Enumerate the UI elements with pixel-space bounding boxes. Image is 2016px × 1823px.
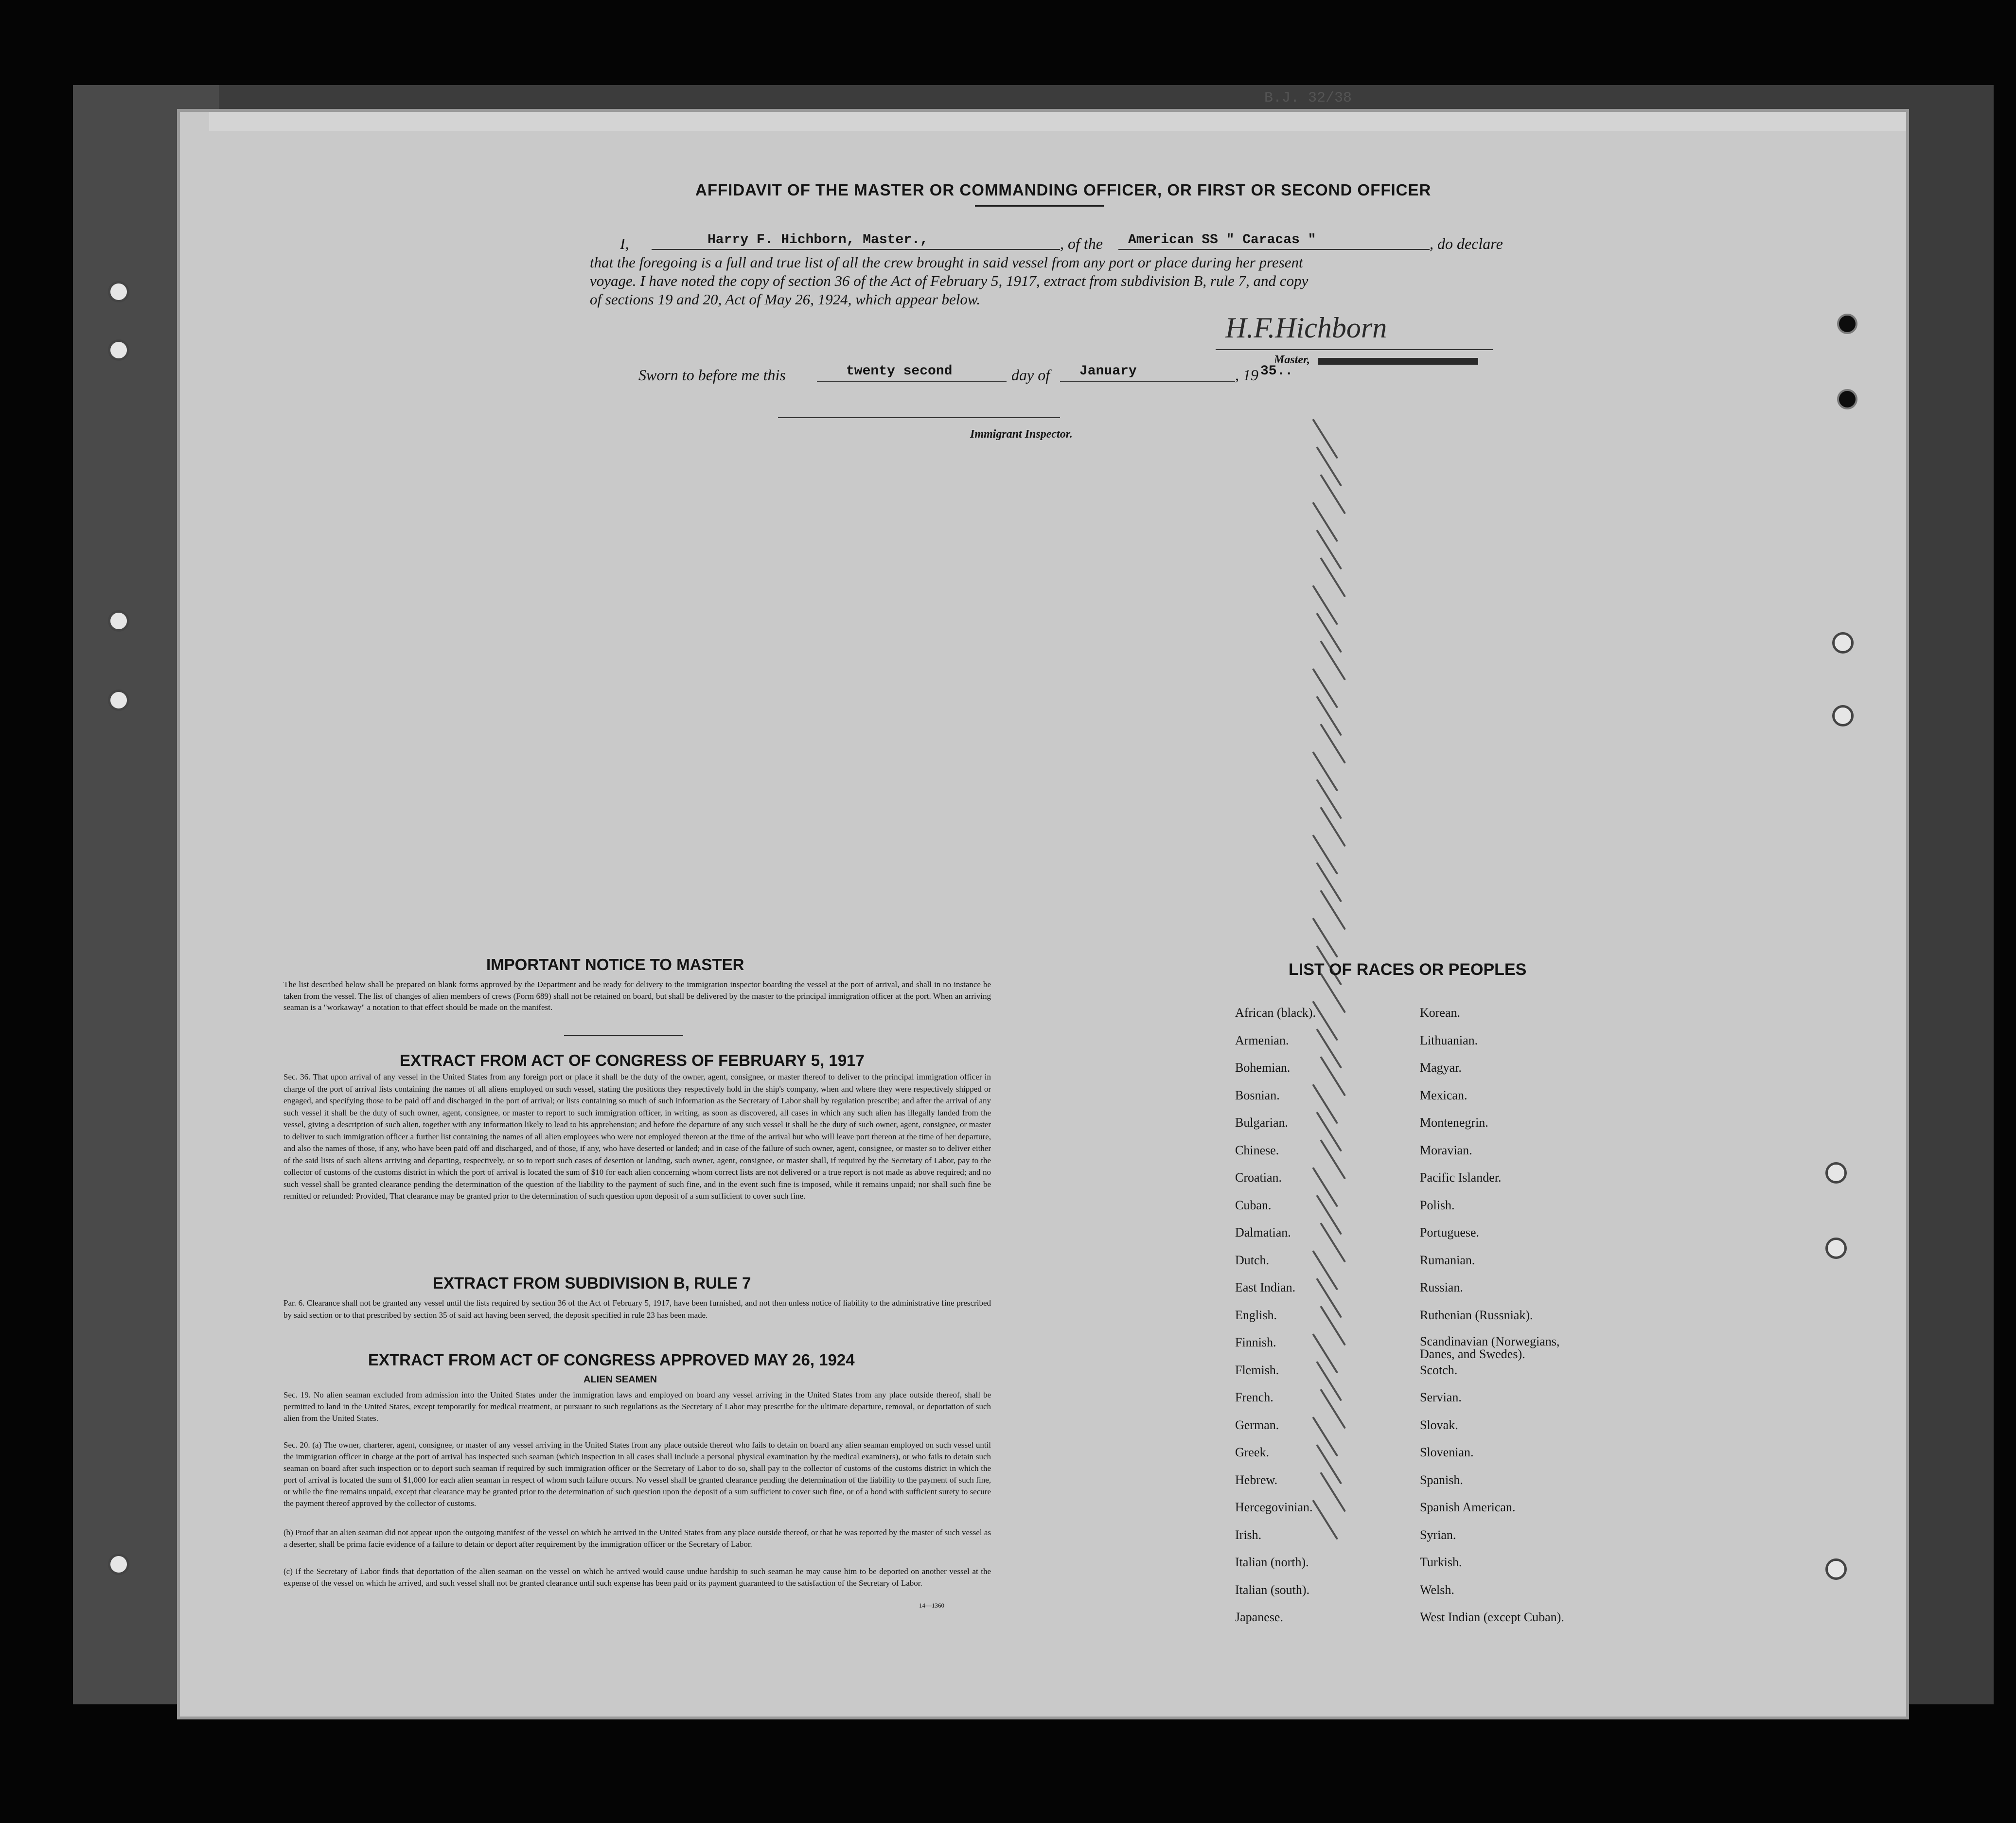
- punch-hole: [108, 690, 129, 711]
- race-item: East Indian.: [1235, 1280, 1296, 1294]
- race-item: Cuban.: [1235, 1198, 1272, 1212]
- vessel-name-value: American SS " Caracas ": [1128, 232, 1316, 248]
- race-item: Italian (north).: [1235, 1555, 1309, 1569]
- form-number: 14—1360: [919, 1602, 944, 1609]
- month-blank: [1060, 381, 1235, 382]
- inspector-signature-line: [778, 417, 1060, 418]
- race-item: Slovenian.: [1420, 1445, 1474, 1459]
- race-item: Slovak.: [1420, 1417, 1458, 1432]
- page-top-edge: [209, 112, 1906, 131]
- signature-line: [1216, 349, 1493, 350]
- race-item: Korean.: [1420, 1006, 1461, 1020]
- race-item: German.: [1235, 1417, 1279, 1432]
- punch-hole: [1825, 1558, 1847, 1580]
- race-item: Ruthenian (Russniak).: [1420, 1308, 1533, 1322]
- extract-rule7-text: Par. 6. Clearance shall not be granted any vessel until the lists required by section 36 of the Act of February 5, 1917, have been furnished, and not then unless notice of liability to the administrative fine prescribed by said section or to that prescribed by section 35 of said act having been served, the deposit specified in rule 23 has been made.: [283, 1298, 991, 1320]
- master-label: Master,: [1274, 354, 1310, 366]
- race-item: Croatian.: [1235, 1170, 1282, 1185]
- extract-1924-sec19: Sec. 19. No alien seaman excluded from admission into the United States under the immigration laws and employed on board any vessel arriving in the United States from any place outside thereof, shall be permitted to land in the United States, except temporarily for medical treatment, or pursuant to such regulations as the Secretary of Labor may prescribe for the ultimate departure, removal, or deportation of such alien from the United States.: [283, 1390, 991, 1423]
- punch-hole: [108, 1554, 129, 1575]
- race-item: Polish.: [1420, 1198, 1455, 1212]
- race-item: Irish.: [1235, 1527, 1262, 1542]
- punch-hole: [1837, 314, 1857, 334]
- vessel-blank: [1118, 249, 1430, 250]
- divider: [564, 1035, 683, 1036]
- race-item: Spanish.: [1420, 1472, 1463, 1487]
- of-the-label: , of the: [1060, 235, 1103, 252]
- races-left-column: [1235, 1006, 1316, 1638]
- race-item: Dalmatian.: [1235, 1225, 1291, 1239]
- race-item: Greek.: [1235, 1445, 1270, 1459]
- punch-hole: [1825, 1162, 1847, 1184]
- race-item: Montenegrin.: [1420, 1115, 1488, 1130]
- do-declare-label: , do declare: [1430, 235, 1503, 252]
- day-value: twenty second: [846, 364, 953, 379]
- race-item: Flemish.: [1235, 1363, 1279, 1377]
- notice-heading: IMPORTANT NOTICE TO MASTER: [486, 956, 744, 973]
- punch-hole: [1832, 705, 1854, 726]
- punch-hole: [1825, 1238, 1847, 1259]
- page-title: AFFIDAVIT OF THE MASTER OR COMMANDING OFFICER, OR FIRST OR SECOND OFFICER: [695, 181, 1432, 199]
- affidavit-line-4: of sections 19 and 20, Act of May 26, 1924, which appear below.: [590, 291, 981, 308]
- race-item: Mexican.: [1420, 1088, 1468, 1102]
- master-name-value: Harry F. Hichborn, Master.,: [707, 232, 928, 248]
- punch-hole: [1832, 632, 1854, 654]
- month-value: January: [1079, 364, 1137, 379]
- race-item: Italian (south).: [1235, 1582, 1310, 1597]
- punch-hole: [1837, 389, 1857, 409]
- race-item: Welsh.: [1420, 1582, 1454, 1597]
- race-item: Portuguese.: [1420, 1225, 1480, 1239]
- race-item: Servian.: [1420, 1390, 1462, 1404]
- race-item: Finnish.: [1235, 1335, 1276, 1349]
- race-item: Armenian.: [1235, 1033, 1289, 1047]
- punch-hole: [108, 339, 129, 361]
- race-item: Hercegovinian.: [1235, 1500, 1313, 1514]
- affidavit-line-3: voyage. I have noted the copy of section 36 of the Act of February 5, 1917, extract from subdivision B, rule 7, and copy: [590, 272, 1309, 289]
- extract-1924-sec20b: (b) Proof that an alien seaman did not appear upon the outgoing manifest of the vessel on which he arrived in the United States from any place outside thereof, or that he was reported by the master of such vessel as a deserter, shall be prima facie evidence of a failure to detain or deport after requirement by the immigration officer or the Secretary of Labor.: [283, 1528, 991, 1549]
- race-item: Pacific Islander.: [1420, 1170, 1502, 1185]
- races-heading: LIST OF RACES OR PEOPLES: [1289, 960, 1527, 979]
- race-item: French.: [1235, 1390, 1273, 1404]
- i-label: I,: [620, 235, 629, 252]
- struck-out-title: [1318, 358, 1478, 365]
- day-of-label: day of: [1011, 366, 1050, 384]
- race-item: Scotch.: [1420, 1363, 1458, 1377]
- race-item: Russian.: [1420, 1280, 1463, 1294]
- sworn-label: Sworn to before me this: [638, 366, 786, 384]
- punch-hole: [108, 281, 129, 302]
- year-value: 35..: [1260, 364, 1293, 379]
- race-item: English.: [1235, 1308, 1277, 1322]
- affidavit-line-2: that the foregoing is a full and true list of all the crew brought in said vessel from any port or place during her present: [590, 254, 1303, 271]
- race-item: Rumanian.: [1420, 1253, 1475, 1267]
- punch-hole: [108, 610, 129, 632]
- alien-seamen-subheading: ALIEN SEAMEN: [584, 1374, 657, 1385]
- race-item: West Indian (except Cuban).: [1420, 1610, 1564, 1624]
- race-item: Syrian.: [1420, 1527, 1456, 1542]
- name-blank: [652, 249, 1060, 250]
- race-item: Bulgarian.: [1235, 1115, 1289, 1130]
- race-item: Lithuanian.: [1420, 1033, 1478, 1047]
- extract-1917-text: Sec. 36. That upon arrival of any vessel in the United States from any foreign port or place it shall be the duty of the owner, agent, consignee, or master thereof to deliver to the principal immigration officer in charge of the port of arrival lists containing the names of all aliens employed on such vessel, stating the positions they respectively hold in the ship's company, when and where they were respectively shipped or engaged, and specifying those to be paid off and discharged in the port of arrival; or lists containing so much of such information as the Secretary of Labor shall by regulation prescribe; and after the arrival of any such vessel it shall be the duty of such owner, agent, consignee, or master to report to such immigration officer, in writing, as soon as discovered, all cases in which any such alien has illegally landed from the vessel, giving a description of such alien, together with any information likely to lead to his apprehension; and before the departure of any such vessel it shall be the duty of such owner, agent, consignee, or master to deliver to such immigration officer a further list containing the names of all alien employees who were not employed thereon at the time of the arrival but who will leave port thereon at the time of her departure, and also the names of those, if any, who have been paid off and discharged, and of those, if any, who have deserted or landed; and in case of the failure of such owner, agent, consignee, or master so to deliver either of the said lists of such aliens arriving and departing, respectively, or so to report such cases of desertion or landing, such owner, agent, consignee, or master shall, if required by the Secretary of Labor, pay to the collector of customs of the customs district in which the port of arrival is located the sum of $10 for each alien concerning whom correct lists are not delivered or a true report is not made as above required; and no such vessel shall be granted clearance pending the determination of the question of the liability to the payment of such fine, and in the event such fine is imposed, while it remains unpaid; nor shall such fine be remitted or refunded: Provided, That clearance may be granted prior to the determination of such question upon deposit of a sum sufficient to cover such fine.: [283, 1072, 991, 1201]
- race-item: Bohemian.: [1235, 1061, 1291, 1075]
- race-item: Japanese.: [1235, 1610, 1283, 1624]
- extract-1917-heading: EXTRACT FROM ACT OF CONGRESS OF FEBRUARY 5, 1917: [400, 1051, 865, 1069]
- races-right-column: [1420, 1006, 1595, 1638]
- race-item: Hebrew.: [1235, 1472, 1278, 1487]
- notice-text: The list described below shall be prepared on blank forms approved by the Department and be ready for delivery to the immigration inspector boarding the vessel at the port of arrival, and shall in no instance be taken from the vessel. The list of changes of alien members of crews (Form 689) shall not be retained on board, but shall be delivered by the master to the principal immigration officer at the port. When an arriving seaman is a "workaway" a notation to that effect should be made on the manifest.: [283, 980, 991, 1012]
- day-blank: [817, 381, 1007, 382]
- race-item: Magyar.: [1420, 1061, 1462, 1075]
- race-item: Turkish.: [1420, 1555, 1462, 1569]
- race-item: Bosnian.: [1235, 1088, 1280, 1102]
- race-item: African (black).: [1235, 1006, 1316, 1020]
- master-signature: H.F.Hichborn: [1225, 312, 1387, 344]
- race-item: Scandinavian (Norwegians, Danes, and Swedes).: [1420, 1334, 1560, 1361]
- corner-reference-number: B.J. 32/38: [1264, 90, 1352, 106]
- extract-1924-sec20: Sec. 20. (a) The owner, charterer, agent, consignee, or master of any vessel arriving in the United States from any place outside thereof who fails to detain on board any alien seaman employed on such vessel until the immigration officer in charge at the port of arrival has inspected such seaman (which inspection in all cases shall include a personal physical examination by the medical examiners), or who fails to detain such seaman on board after such inspection or to deport such seaman if required by such immigration officer or the Secretary of Labor to do so, shall pay to the collector of customs of the customs district in which the port of arrival is located the sum of $1,000 for each alien seaman in respect of whom such failure occurs. No vessel shall be granted clearance pending the determination of the liability to the payment of such fine, or while the fine remains unpaid, except that clearance may be granted prior to the determination of such question upon the deposit of a sum sufficient to cover such fine, or of a bond with sufficient surety to secure the payment thereof approved by the collector of customs.: [283, 1440, 991, 1508]
- extract-1924-heading: EXTRACT FROM ACT OF CONGRESS APPROVED MAY 26, 1924: [368, 1351, 855, 1369]
- race-item: Dutch.: [1235, 1253, 1270, 1267]
- year-prefix: , 19: [1235, 366, 1258, 384]
- extract-1924-sec20c: (c) If the Secretary of Labor finds that deportation of the alien seaman on the vessel on which he arrived would cause undue hardship to such seaman he may cause him to be deported on another vessel at the expense of the vessel on which he arrived, and such vessel shall not be granted clearance until such expense has been paid or its payment guaranteed to the satisfaction of the Secretary of Labor.: [283, 1567, 991, 1588]
- race-item: Spanish American.: [1420, 1500, 1516, 1514]
- race-item: Chinese.: [1235, 1143, 1279, 1157]
- extract-rule7-heading: EXTRACT FROM SUBDIVISION B, RULE 7: [433, 1274, 751, 1292]
- inspector-label: Immigrant Inspector.: [970, 428, 1073, 441]
- race-item: Moravian.: [1420, 1143, 1472, 1157]
- title-divider: [975, 205, 1104, 207]
